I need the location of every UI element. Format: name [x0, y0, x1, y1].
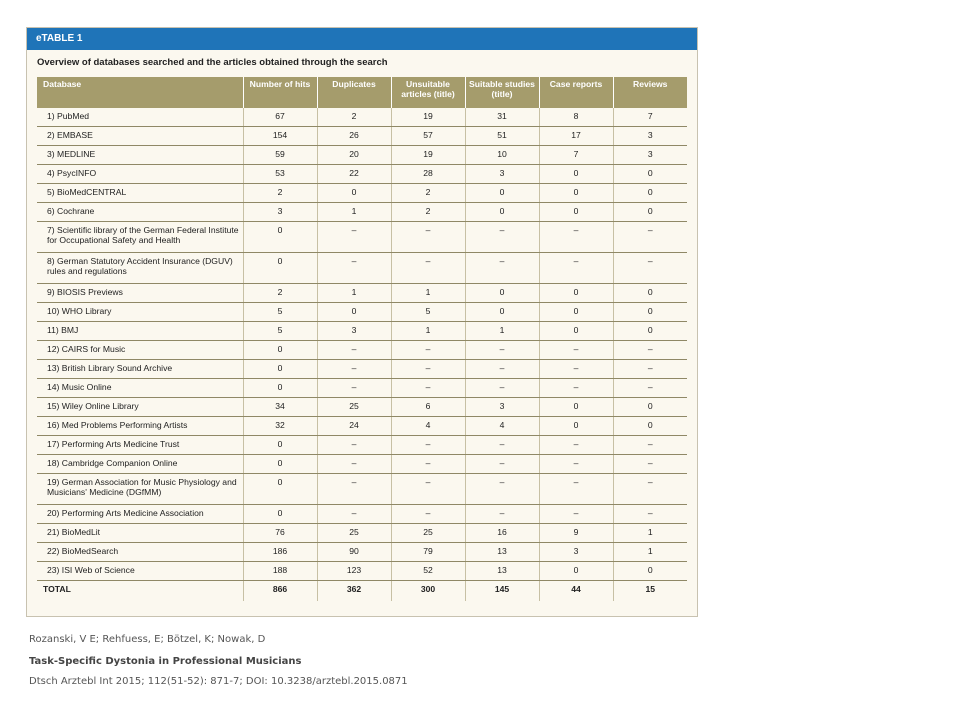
value-cell: –	[317, 341, 391, 360]
value-cell: 4	[465, 417, 539, 436]
database-name-cell: 12) CAIRS for Music	[37, 341, 243, 360]
value-cell: 0	[243, 360, 317, 379]
value-cell: –	[317, 222, 391, 253]
value-cell: 53	[243, 165, 317, 184]
table-row	[37, 322, 687, 341]
table-row	[37, 203, 687, 222]
value-cell: 19	[391, 146, 465, 165]
value-cell: –	[539, 253, 613, 284]
value-cell: 25	[391, 524, 465, 543]
value-cell: 4	[391, 417, 465, 436]
value-cell: 2	[243, 284, 317, 303]
value-cell: –	[613, 253, 687, 284]
table-header-row	[37, 77, 687, 108]
table-row	[37, 474, 687, 505]
value-cell: 0	[613, 284, 687, 303]
table-row	[37, 543, 687, 562]
total-label-cell: TOTAL	[37, 581, 243, 602]
value-cell: –	[539, 505, 613, 524]
value-cell: 5	[243, 322, 317, 341]
database-name-cell: 20) Performing Arts Medicine Association	[37, 505, 243, 524]
value-cell: 16	[465, 524, 539, 543]
value-cell: 2	[243, 184, 317, 203]
value-cell: 22	[317, 165, 391, 184]
value-cell: 8	[539, 108, 613, 127]
value-cell: –	[465, 379, 539, 398]
value-cell: –	[391, 474, 465, 505]
table-caption: Overview of databases searched and the articles obtained through the search	[37, 57, 388, 68]
value-cell: –	[391, 222, 465, 253]
table-row	[37, 398, 687, 417]
value-cell: 0	[539, 165, 613, 184]
value-cell: –	[465, 505, 539, 524]
value-cell: 3	[465, 165, 539, 184]
database-name-cell: 22) BioMedSearch	[37, 543, 243, 562]
value-cell: 20	[317, 146, 391, 165]
value-cell: 0	[317, 184, 391, 203]
column-header: Unsuitable articles (title)	[391, 77, 465, 108]
table-row	[37, 284, 687, 303]
value-cell: 0	[465, 284, 539, 303]
column-header: Suitable studies (title)	[465, 77, 539, 108]
etable-card	[26, 27, 698, 617]
value-cell: 0	[243, 341, 317, 360]
value-cell: 3	[465, 398, 539, 417]
value-cell: 0	[243, 436, 317, 455]
value-cell: 32	[243, 417, 317, 436]
value-cell: –	[465, 455, 539, 474]
value-cell: 1	[613, 524, 687, 543]
value-cell: 5	[391, 303, 465, 322]
database-name-cell: 8) German Statutory Accident Insurance (DGUV) rules and regulations	[37, 253, 243, 284]
value-cell: 52	[391, 562, 465, 581]
table-row	[37, 417, 687, 436]
value-cell: 1	[391, 322, 465, 341]
value-cell: –	[613, 474, 687, 505]
total-value-cell: 15	[645, 584, 656, 594]
table-row	[37, 108, 687, 127]
table-row	[37, 146, 687, 165]
value-cell: 34	[243, 398, 317, 417]
value-cell: –	[539, 474, 613, 505]
value-cell: –	[539, 222, 613, 253]
column-header: Number of hits	[243, 77, 317, 108]
value-cell: 1	[465, 322, 539, 341]
value-cell: 19	[391, 108, 465, 127]
database-name-cell: 18) Cambridge Companion Online	[37, 455, 243, 474]
value-cell: 13	[465, 562, 539, 581]
value-cell: 3	[539, 543, 613, 562]
value-cell: 59	[243, 146, 317, 165]
value-cell: 188	[243, 562, 317, 581]
value-cell: 79	[391, 543, 465, 562]
value-cell: –	[613, 360, 687, 379]
database-name-cell: 11) BMJ	[37, 322, 243, 341]
value-cell: 0	[613, 322, 687, 341]
value-cell: –	[539, 360, 613, 379]
value-cell: 17	[539, 127, 613, 146]
citation-authors: Rozanski, V E; Rehfuess, E; Bötzel, K; Nowak, D	[29, 634, 266, 645]
value-cell: –	[613, 341, 687, 360]
table-row	[37, 127, 687, 146]
value-cell: –	[613, 222, 687, 253]
table-row	[37, 379, 687, 398]
value-cell: 10	[465, 146, 539, 165]
value-cell: –	[539, 436, 613, 455]
value-cell: 28	[391, 165, 465, 184]
citation-title: Task-Specific Dystonia in Professional Musicians	[29, 656, 302, 667]
value-cell: –	[465, 253, 539, 284]
value-cell: 57	[391, 127, 465, 146]
value-cell: –	[391, 436, 465, 455]
database-name-cell: 6) Cochrane	[37, 203, 243, 222]
total-value-cell: 145	[465, 581, 539, 602]
citation-source: Dtsch Arztebl Int 2015; 112(51-52): 871-7; DOI: 10.3238/arztebl.2015.0871	[29, 676, 408, 687]
value-cell: –	[317, 253, 391, 284]
column-header: Duplicates	[317, 77, 391, 108]
value-cell: 7	[613, 108, 687, 127]
value-cell: 0	[539, 562, 613, 581]
value-cell: –	[539, 341, 613, 360]
value-cell: 3	[613, 146, 687, 165]
value-cell: 0	[539, 184, 613, 203]
value-cell: 0	[243, 505, 317, 524]
value-cell: 90	[317, 543, 391, 562]
value-cell: 24	[317, 417, 391, 436]
total-value-cell: 866	[243, 581, 317, 602]
table-row	[37, 184, 687, 203]
value-cell: –	[391, 253, 465, 284]
database-name-cell: 4) PsycINFO	[37, 165, 243, 184]
value-cell: 0	[243, 222, 317, 253]
column-header: Reviews	[613, 77, 687, 108]
value-cell: 26	[317, 127, 391, 146]
value-cell: –	[613, 436, 687, 455]
value-cell: 0	[539, 203, 613, 222]
value-cell: –	[391, 341, 465, 360]
databases-table	[37, 77, 687, 601]
value-cell: 76	[243, 524, 317, 543]
table-row	[37, 455, 687, 474]
value-cell: 0	[539, 303, 613, 322]
database-name-cell: 10) WHO Library	[37, 303, 243, 322]
value-cell: –	[613, 455, 687, 474]
value-cell: 31	[465, 108, 539, 127]
value-cell: 3	[317, 322, 391, 341]
value-cell: 25	[317, 398, 391, 417]
value-cell: –	[539, 455, 613, 474]
value-cell: 0	[613, 165, 687, 184]
value-cell: 0	[539, 322, 613, 341]
total-value-cell: 362	[317, 581, 391, 602]
value-cell: 0	[317, 303, 391, 322]
value-cell: 123	[317, 562, 391, 581]
value-cell: 0	[243, 474, 317, 505]
database-name-cell: 21) BioMedLit	[37, 524, 243, 543]
value-cell: 25	[317, 524, 391, 543]
value-cell: –	[391, 505, 465, 524]
database-name-cell: 16) Med Problems Performing Artists	[37, 417, 243, 436]
value-cell: 1	[317, 284, 391, 303]
database-name-cell: 2) EMBASE	[37, 127, 243, 146]
value-cell: 9	[539, 524, 613, 543]
database-name-cell: 9) BIOSIS Previews	[37, 284, 243, 303]
value-cell: 0	[613, 203, 687, 222]
value-cell: –	[317, 436, 391, 455]
total-value-cell: 44	[539, 581, 613, 602]
database-name-cell: 19) German Association for Music Physiology and Musicians' Medicine (DGfMM)	[37, 474, 243, 505]
value-cell: –	[317, 505, 391, 524]
value-cell: 51	[465, 127, 539, 146]
value-cell: 5	[243, 303, 317, 322]
value-cell: –	[539, 379, 613, 398]
value-cell: 186	[243, 543, 317, 562]
total-value-cell: 300	[391, 581, 465, 602]
total-row	[37, 581, 687, 602]
value-cell: 0	[613, 417, 687, 436]
value-cell: 154	[243, 127, 317, 146]
value-cell: –	[391, 455, 465, 474]
value-cell: 1	[391, 284, 465, 303]
value-cell: 67	[243, 108, 317, 127]
value-cell: 0	[613, 562, 687, 581]
column-header: Case reports	[539, 77, 613, 108]
value-cell: –	[465, 360, 539, 379]
value-cell: 2	[317, 108, 391, 127]
value-cell: 3	[613, 127, 687, 146]
database-name-cell: 7) Scientific library of the German Federal Institute for Occupational Safety and Health	[37, 222, 243, 253]
value-cell: 0	[465, 303, 539, 322]
value-cell: 0	[465, 203, 539, 222]
value-cell: –	[613, 505, 687, 524]
value-cell: 0	[539, 284, 613, 303]
value-cell: –	[317, 474, 391, 505]
table-row	[37, 524, 687, 543]
value-cell: 0	[613, 398, 687, 417]
table-row	[37, 562, 687, 581]
table-row	[37, 341, 687, 360]
value-cell: 6	[391, 398, 465, 417]
value-cell: –	[613, 379, 687, 398]
value-cell: –	[465, 474, 539, 505]
value-cell: 1	[613, 543, 687, 562]
table-row	[37, 222, 687, 253]
value-cell: –	[391, 360, 465, 379]
value-cell: 0	[613, 303, 687, 322]
database-name-cell: 5) BioMedCENTRAL	[37, 184, 243, 203]
value-cell: 2	[391, 203, 465, 222]
value-cell: –	[465, 341, 539, 360]
table-row	[37, 360, 687, 379]
table-row	[37, 505, 687, 524]
table-row	[37, 303, 687, 322]
value-cell: 0	[243, 455, 317, 474]
value-cell: 13	[465, 543, 539, 562]
value-cell: 3	[243, 203, 317, 222]
database-name-cell: 1) PubMed	[37, 108, 243, 127]
value-cell: 0	[243, 253, 317, 284]
database-name-cell: 15) Wiley Online Library	[37, 398, 243, 417]
value-cell: 0	[613, 184, 687, 203]
database-name-cell: 13) British Library Sound Archive	[37, 360, 243, 379]
table-label: eTABLE 1	[27, 28, 697, 50]
value-cell: 0	[539, 417, 613, 436]
database-name-cell: 14) Music Online	[37, 379, 243, 398]
table-row	[37, 253, 687, 284]
value-cell: 0	[465, 184, 539, 203]
database-name-cell: 3) MEDLINE	[37, 146, 243, 165]
database-name-cell: 17) Performing Arts Medicine Trust	[37, 436, 243, 455]
column-header: Database	[37, 77, 243, 108]
value-cell: –	[317, 360, 391, 379]
table-row	[37, 436, 687, 455]
value-cell: –	[465, 436, 539, 455]
value-cell: 0	[243, 379, 317, 398]
database-name-cell: 23) ISI Web of Science	[37, 562, 243, 581]
value-cell: 7	[539, 146, 613, 165]
value-cell: 2	[391, 184, 465, 203]
value-cell: –	[465, 222, 539, 253]
value-cell: 0	[539, 398, 613, 417]
value-cell: –	[317, 379, 391, 398]
value-cell: –	[391, 379, 465, 398]
value-cell: 1	[317, 203, 391, 222]
table-row	[37, 165, 687, 184]
value-cell: –	[317, 455, 391, 474]
